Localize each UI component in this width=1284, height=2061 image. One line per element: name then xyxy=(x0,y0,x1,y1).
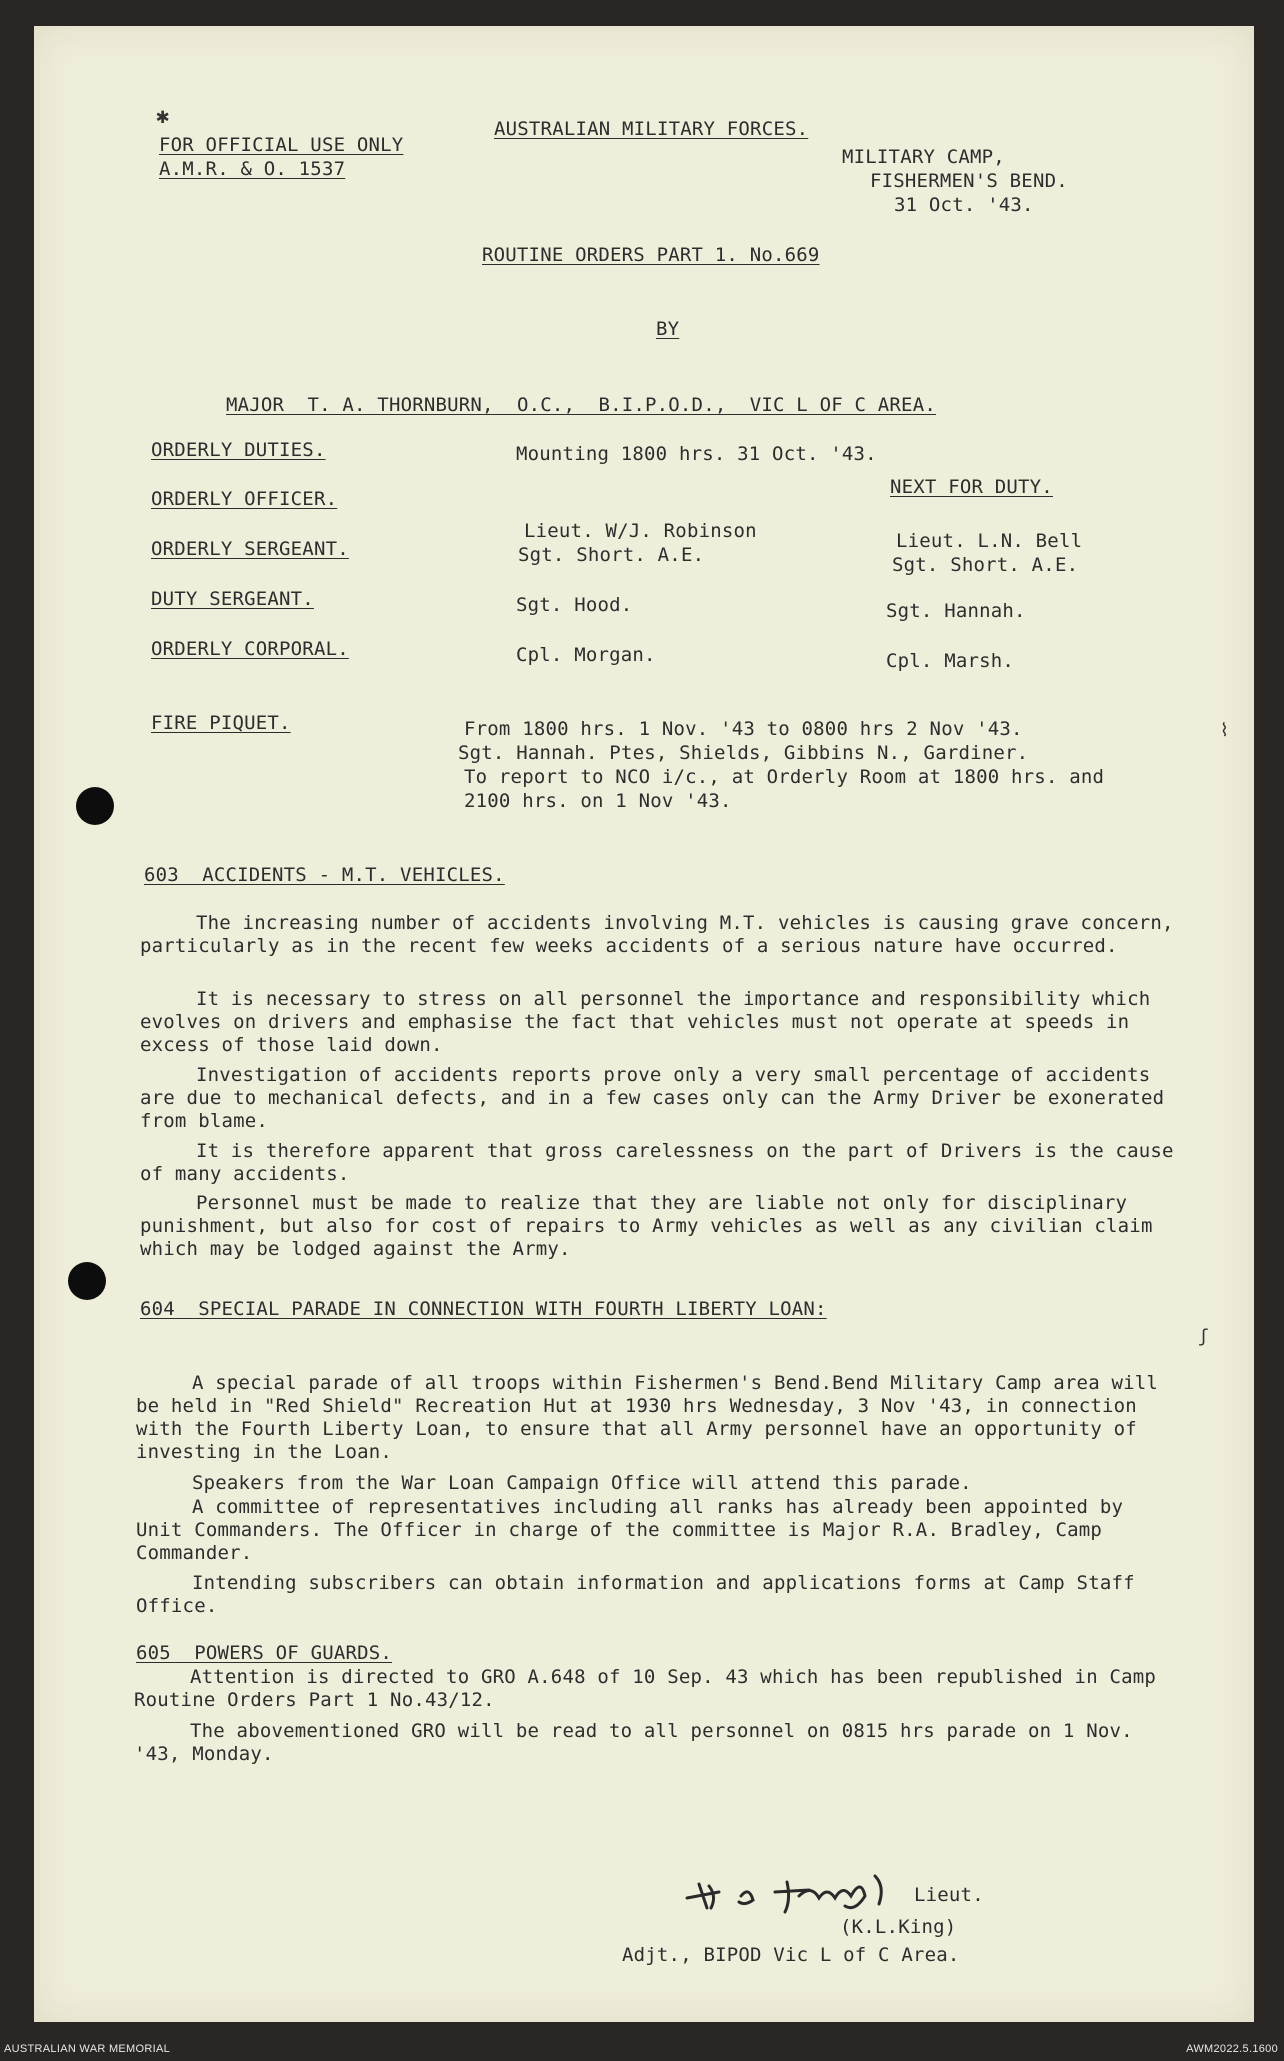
fire-piquet-line: To report to NCO i/c., at Orderly Room at 1800 hrs. and xyxy=(464,766,1105,788)
orderly-corporal-current: Cpl. Morgan. xyxy=(516,644,656,666)
section-604-paragraph: Intending subscribers can obtain information and applications forms at Camp Staff Office. xyxy=(136,1572,1135,1617)
margin-mark: ʃ xyxy=(1198,1326,1209,1347)
orderly-sergeant-next: Sgt. Short. A.E. xyxy=(892,554,1079,576)
section-605-paragraph: Attention is directed to GRO A.648 of 10 Sep. 43 which has been republished in Camp Routine Orders Part 1 No.43/12. xyxy=(134,1666,1157,1711)
camp-name: MILITARY CAMP, xyxy=(842,146,1005,168)
punch-hole xyxy=(76,787,114,825)
section-603-paragraph: It is therefore apparent that gross carelessness on the part of Drivers is the cause of many accidents. xyxy=(140,1140,1174,1185)
section-603-heading: 603 ACCIDENTS - M.T. VEHICLES. xyxy=(144,864,505,886)
official-use-label: FOR OFFICIAL USE ONLY xyxy=(159,134,404,156)
orderly-duties-label: ORDERLY DUTIES. xyxy=(151,439,326,461)
by-label: BY xyxy=(656,318,680,340)
section-603-paragraph: It is necessary to stress on all personnel the importance and responsibility which evolves on drivers and emphasise the fact that vehicles must not operate at speeds in excess of those laid down. xyxy=(140,988,1151,1056)
duty-sergeant-label: DUTY SERGEANT. xyxy=(151,588,314,610)
fire-piquet-line: Sgt. Hannah. Ptes, Shields, Gibbins N., Gardiner. xyxy=(458,742,1029,764)
footer-institution: AUSTRALIAN WAR MEMORIAL xyxy=(4,2043,171,2055)
signature-appointment: Adjt., BIPOD Vic L of C Area. xyxy=(622,1944,960,1966)
orders-title: ROUTINE ORDERS PART 1. No.669 xyxy=(482,244,820,266)
document-page xyxy=(34,26,1254,2022)
fire-piquet-line: 2100 hrs. on 1 Nov '43. xyxy=(464,790,732,812)
fire-piquet-label: FIRE PIQUET. xyxy=(151,712,291,734)
orderly-officer-label: ORDERLY OFFICER. xyxy=(151,488,338,510)
orderly-corporal-label: ORDERLY CORPORAL. xyxy=(151,638,349,660)
mounting-time: Mounting 1800 hrs. 31 Oct. '43. xyxy=(516,443,877,465)
authority-line: MAJOR T. A. THORNBURN, O.C., B.I.P.O.D., VIC L OF C AREA. xyxy=(226,394,936,416)
fire-piquet-line: From 1800 hrs. 1 Nov. '43 to 0800 hrs 2 Nov '43. xyxy=(464,718,1023,740)
forces-heading: AUSTRALIAN MILITARY FORCES. xyxy=(494,118,809,140)
amr-reference: A.M.R. & O. 1537 xyxy=(159,158,346,180)
section-605-paragraph: The abovementioned GRO will be read to all personnel on 0815 hrs parade on 1 Nov. '43, Monday. xyxy=(134,1720,1133,1765)
punch-hole xyxy=(68,1262,106,1300)
orderly-officer-next: Lieut. L.N. Bell xyxy=(896,530,1083,552)
orderly-corporal-next: Cpl. Marsh. xyxy=(886,650,1015,672)
section-604-heading: 604 SPECIAL PARADE IN CONNECTION WITH FOURTH LIBERTY LOAN: xyxy=(140,1298,827,1320)
duty-sergeant-next: Sgt. Hannah. xyxy=(886,600,1026,622)
margin-mark: ⌇ xyxy=(1220,720,1229,741)
section-604-paragraph: Speakers from the War Loan Campaign Office will attend this parade. xyxy=(192,1472,972,1494)
signature-name: (K.L.King) xyxy=(840,1916,957,1938)
section-603-paragraph: Personnel must be made to realize that they are liable not only for disciplinary punishment, but also for cost of repairs to Army vehicles as well as any civilian claim which may be lodged against the Army. xyxy=(140,1192,1153,1260)
signature-rank: Lieut. xyxy=(914,1884,984,1906)
duty-sergeant-current: Sgt. Hood. xyxy=(516,594,633,616)
section-604-paragraph: A special parade of all troops within Fishermen's Bend.Bend Military Camp area will be held in "Red Shield" Recreation Hut at 1930 hrs Wednesday, 3 Nov '43, in connection with the Fourth Liberty Loan, to ensure that all Army personnel have an opportunity of investing in the Loan. xyxy=(136,1372,1159,1463)
footer-accession-number: AWM2022.5.1600 xyxy=(1186,2043,1278,2055)
section-604-paragraph: A committee of representatives including all ranks has already been appointed by Unit Commanders. The Officer in charge of the committee is Major R.A. Bradley, Camp Commander. xyxy=(136,1496,1124,1564)
orderly-sergeant-label: ORDERLY SERGEANT. xyxy=(151,538,349,560)
orderly-officer-current: Lieut. W/J. Robinson xyxy=(524,520,757,542)
orderly-sergeant-current: Sgt. Short. A.E. xyxy=(518,544,705,566)
order-date: 31 Oct. '43. xyxy=(894,194,1034,216)
asterisk-mark: ✱ xyxy=(156,104,170,129)
section-605-heading: 605 POWERS OF GUARDS. xyxy=(136,1642,393,1664)
next-for-duty-heading: NEXT FOR DUTY. xyxy=(890,476,1053,498)
section-603-paragraph: The increasing number of accidents involving M.T. vehicles is causing grave concern, particularly as in the recent few weeks accidents of a serious nature have occurred. xyxy=(140,912,1174,957)
camp-location: FISHERMEN'S BEND. xyxy=(870,170,1068,192)
section-603-paragraph: Investigation of accidents reports prove only a very small percentage of accidents are due to mechanical defects, and in a few cases only can the Army Driver be exonerated from blame. xyxy=(140,1064,1165,1132)
